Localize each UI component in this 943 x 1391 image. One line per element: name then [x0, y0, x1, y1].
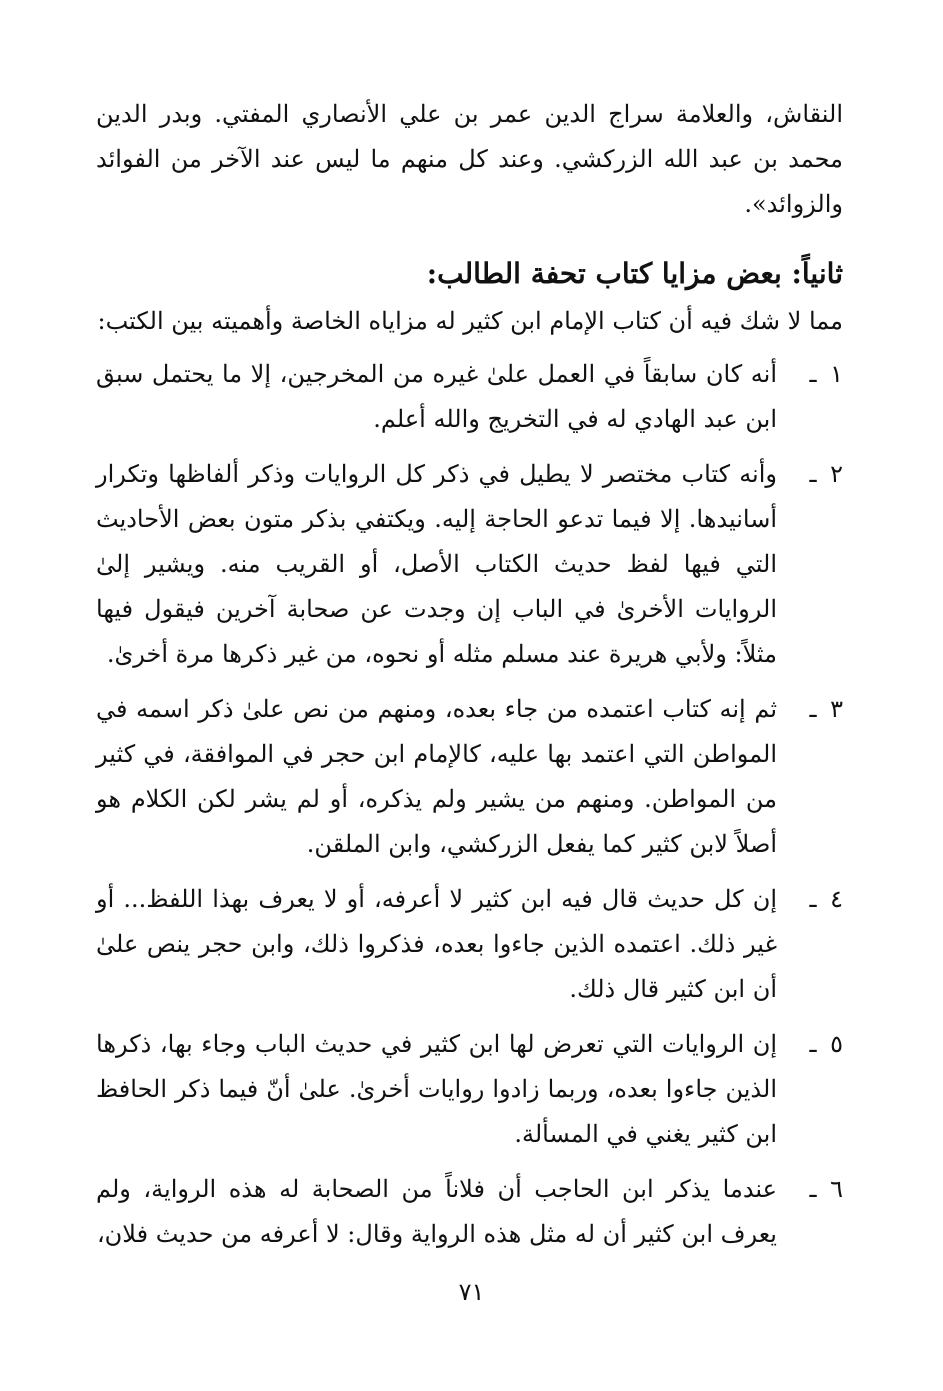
list-item [96, 452, 843, 677]
list-item [96, 352, 843, 442]
section-heading: ثانياً: بعض مزايا كتاب تحفة الطالب: [426, 257, 843, 290]
page-number: ٧١ [458, 1278, 485, 1306]
list-item-number: ٤ ـ [809, 885, 843, 913]
list-item [96, 1167, 843, 1257]
list-item-text: إن الروايات التي تعرض لها ابن كثير في حديث الباب وجاء بها، ذكرها الذين جاءوا بعده، وربما زادوا روايات أخرىٰ. علىٰ أنّ فيما ذكر الحافظ ابن كثير يغني في المسألة. [96, 1030, 777, 1148]
list-item-text: إن كل حديث قال فيه ابن كثير لا أعرفه، أو لا يعرف بهذا اللفظ... أو غير ذلك. اعتمده الذين جاءوا بعده، فذكروا ذلك، وابن حجر ينص علىٰ أن ابن كثير قال ذلك. [96, 885, 778, 1003]
intro-paragraph: النقاش، والعلامة سراج الدين عمر بن علي الأنصاري المفتي. وبدر الدين محمد بن عبد الله الزركشي. وعند كل منهم ما ليس عند الآخر من الفوائد والزوائد». [96, 100, 843, 218]
list-item-text: عندما يذكر ابن الحاجب أن فلاناً من الصحابة له هذه الرواية، ولم يعرف ابن كثير أن له مثل هذه الرواية وقال: لا أعرفه من حديث فلان، [96, 1175, 777, 1248]
list-item-number: ١ ـ [809, 360, 843, 388]
numbered-list [96, 352, 843, 1257]
list-item-text: أنه كان سابقاً في العمل علىٰ غيره من المخرجين، إلا ما يحتمل سبق ابن عبد الهادي له في التخريج والله أعلم. [96, 360, 777, 433]
list-item [96, 877, 843, 1012]
section-intro-paragraph: مما لا شك فيه أن كتاب الإمام ابن كثير له مزاياه الخاصة وأهميته بين الكتب: [97, 307, 843, 335]
list-item-text: وأنه كتاب مختصر لا يطيل في ذكر كل الروايات وذكر ألفاظها وتكرار أسانيدها. إلا فيما تدعو الحاجة إليه. ويكتفي بذكر متون بعض الأحاديث التي فيها لفظ حديث الكتاب الأصل، أو القريب منه. ويشير إلىٰ الروايات الأخرىٰ في الباب إن وجدت عن صحابة آخرين فيقول فيها مثلاً: ولأبي هريرة عند مسلم مثله أو نحوه، من غير ذكرها مرة أخرىٰ. [96, 460, 777, 668]
list-item [96, 1022, 843, 1157]
list-item-number: ٥ ـ [809, 1030, 843, 1058]
list-item-number: ٢ ـ [809, 460, 843, 488]
list-item [96, 687, 843, 867]
list-item-number: ٦ ـ [809, 1175, 843, 1203]
list-item-number: ٣ ـ [809, 695, 843, 723]
list-item-text: ثم إنه كتاب اعتمده من جاء بعده، ومنهم من نص علىٰ ذكر اسمه في المواطن التي اعتمد بها عليه، كالإمام ابن حجر في الموافقة، في كثير من المواطن. ومنهم من يشير ولم يذكره، أو لم يشر لكن الكلام هو أصلاً لابن كثير كما يفعل الزركشي، وابن الملقن. [96, 695, 777, 858]
